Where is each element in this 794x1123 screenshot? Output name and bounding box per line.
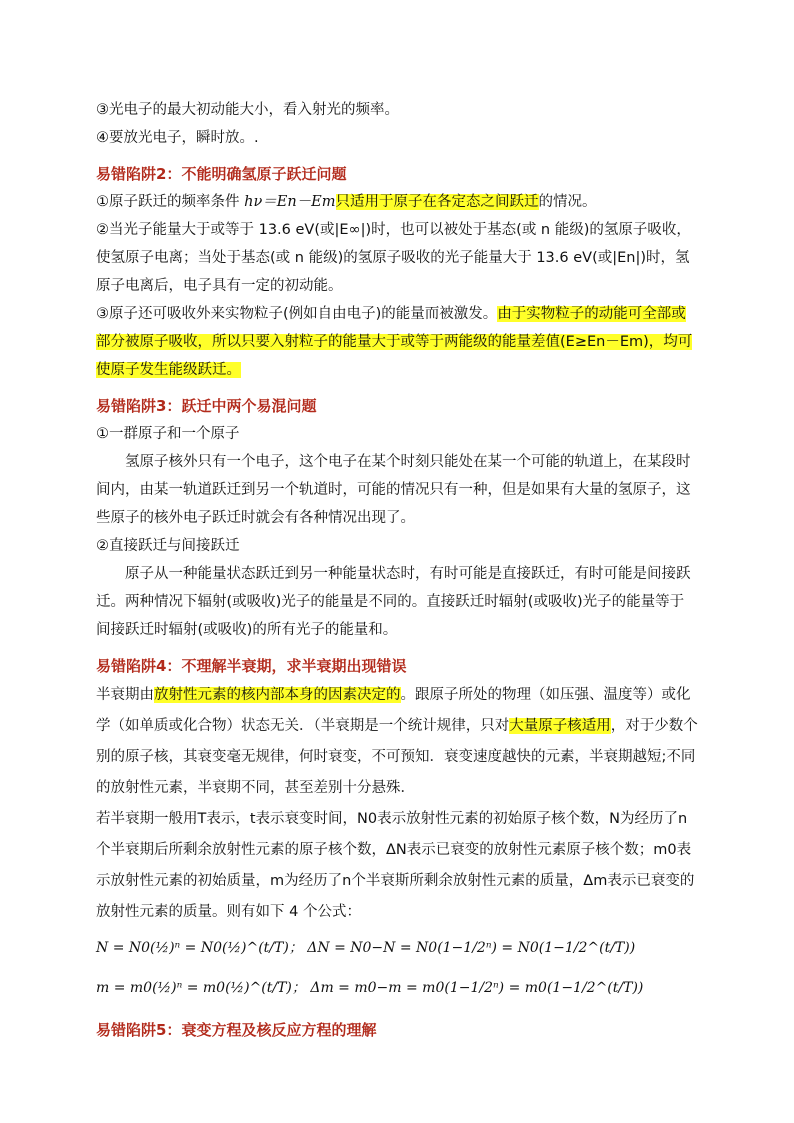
highlight-stationary-states: 只适用于原子在各定态之间跃迁: [335, 194, 539, 210]
trap3-subheading-1: ①一群原子和一个原子: [96, 426, 240, 442]
trap2-point3: ③原子还可吸收外来实物粒子(例如自由电子)的能量而被激发。由于实物粒子的动能可全部或部分被原子吸收，所以只要入射粒子的能量大于或等于两能级的能量差值(E≥En－Em)，均可使原子发生能级跃迁。: [96, 306, 693, 378]
transition-frequency-formula: hν＝En－Em: [244, 194, 336, 210]
highlight-particle-absorption: 由于实物粒子的动能可全部或部分被原子吸收，所以只要入射粒子的能量大于或等于两能级的能量差值(E≥En－Em)，均可使原子发生能级跃迁。: [96, 306, 693, 378]
trap3-paragraph-2: 原子从一种能量状态跃迁到另一种能量状态时，有时可能是直接跃迁，有时可能是间接跃迁。两种情况下辐射(或吸收)光子的能量是不同的。直接跃迁时辐射(或吸收)光子的能量等于间接跃迁时辐射(或吸收)的所有光子的能量和。: [96, 566, 691, 638]
trap4-paragraph-1: 半衰期由放射性元素的核内部本身的因素决定的。跟原子所处的物理（如压强、温度等）或化学（如单质或化合物）状态无关．（半衰期是一个统计规律，只对大量原子核适用，对于少数个别的原子核，其衰变毫无规律，何时衰变，不可预知．衰变速度越快的元素，半衰期越短;不同的放射性元素，半衰期不同，甚至差别十分悬殊．: [96, 687, 698, 796]
trap3-paragraph-1: 氢原子核外只有一个电子，这个电子在某个时刻只能处在某一个可能的轨道上，在某段时间内，由某一轨道跃迁到另一个轨道时，可能的情况只有一种，但是如果有大量的氢原子，这些原子的核外电子跃迁时就会有各种情况出现了。: [96, 454, 691, 526]
trap3-heading: 易错陷阱3：跃迁中两个易混问题: [96, 397, 317, 415]
photoelectron-kinetic-energy-line: ③光电子的最大初动能大小，看入射光的频率。: [96, 102, 399, 118]
trap4-heading: 易错陷阱4：不理解半衰期，求半衰期出现错误: [96, 657, 407, 675]
trap4-paragraph-2: 若半衰期一般用T表示，t表示衰变时间，N0表示放射性元素的初始原子核个数，N为经历了n个半衰期后所剩余放射性元素的原子核个数，ΔN表示已衰变的放射性元素原子核个数；m0表示放射性元素的初始质量，m为经历了n个半衰斯所剩余放射性元素的质量，Δm表示已衰变的放射性元素的质量。则有如下 4 个公式：: [96, 811, 695, 920]
formula-nuclei-count: N = N0(½)ⁿ = N0(½)^(t/T)； ΔN = N0−N = N0(1−1/2ⁿ) = N0(1−1/2^(t/T)): [96, 940, 636, 956]
highlight-many-nuclei: 大量原子核适用: [509, 718, 611, 734]
trap2-heading: 易错陷阱2：不能明确氢原子跃迁问题: [96, 165, 347, 183]
formula-mass: m = m0(½)ⁿ = m0(½)^(t/T)； Δm = m0−m = m0(1−1/2ⁿ) = m0(1−1/2^(t/T)): [96, 980, 644, 996]
trap3-subheading-2: ②直接跃迁与间接跃迁: [96, 538, 240, 554]
trap2-point2: ②当光子能量大于或等于 13.6 eV(或|E∞|)时，也可以被处于基态(或 n 能级)的氢原子吸收，使氢原子电离；当处于基态(或 n 能级)的氢原子吸收的光子能量大于 13.6 eV(或|En|)时，氢原子电离后，电子具有一定的初动能。: [96, 222, 691, 294]
highlight-internal-factors: 放射性元素的核内部本身的因素决定的: [154, 687, 401, 703]
trap2-point1: ①原子跃迁的频率条件 hν＝En－Em只适用于原子在各定态之间跃迁的情况。: [96, 194, 597, 210]
trap5-heading: 易错陷阱5：衰变方程及核反应方程的理解: [96, 1021, 377, 1039]
photoelectron-emission-line: ④要放光电子，瞬时放。.: [96, 130, 259, 146]
